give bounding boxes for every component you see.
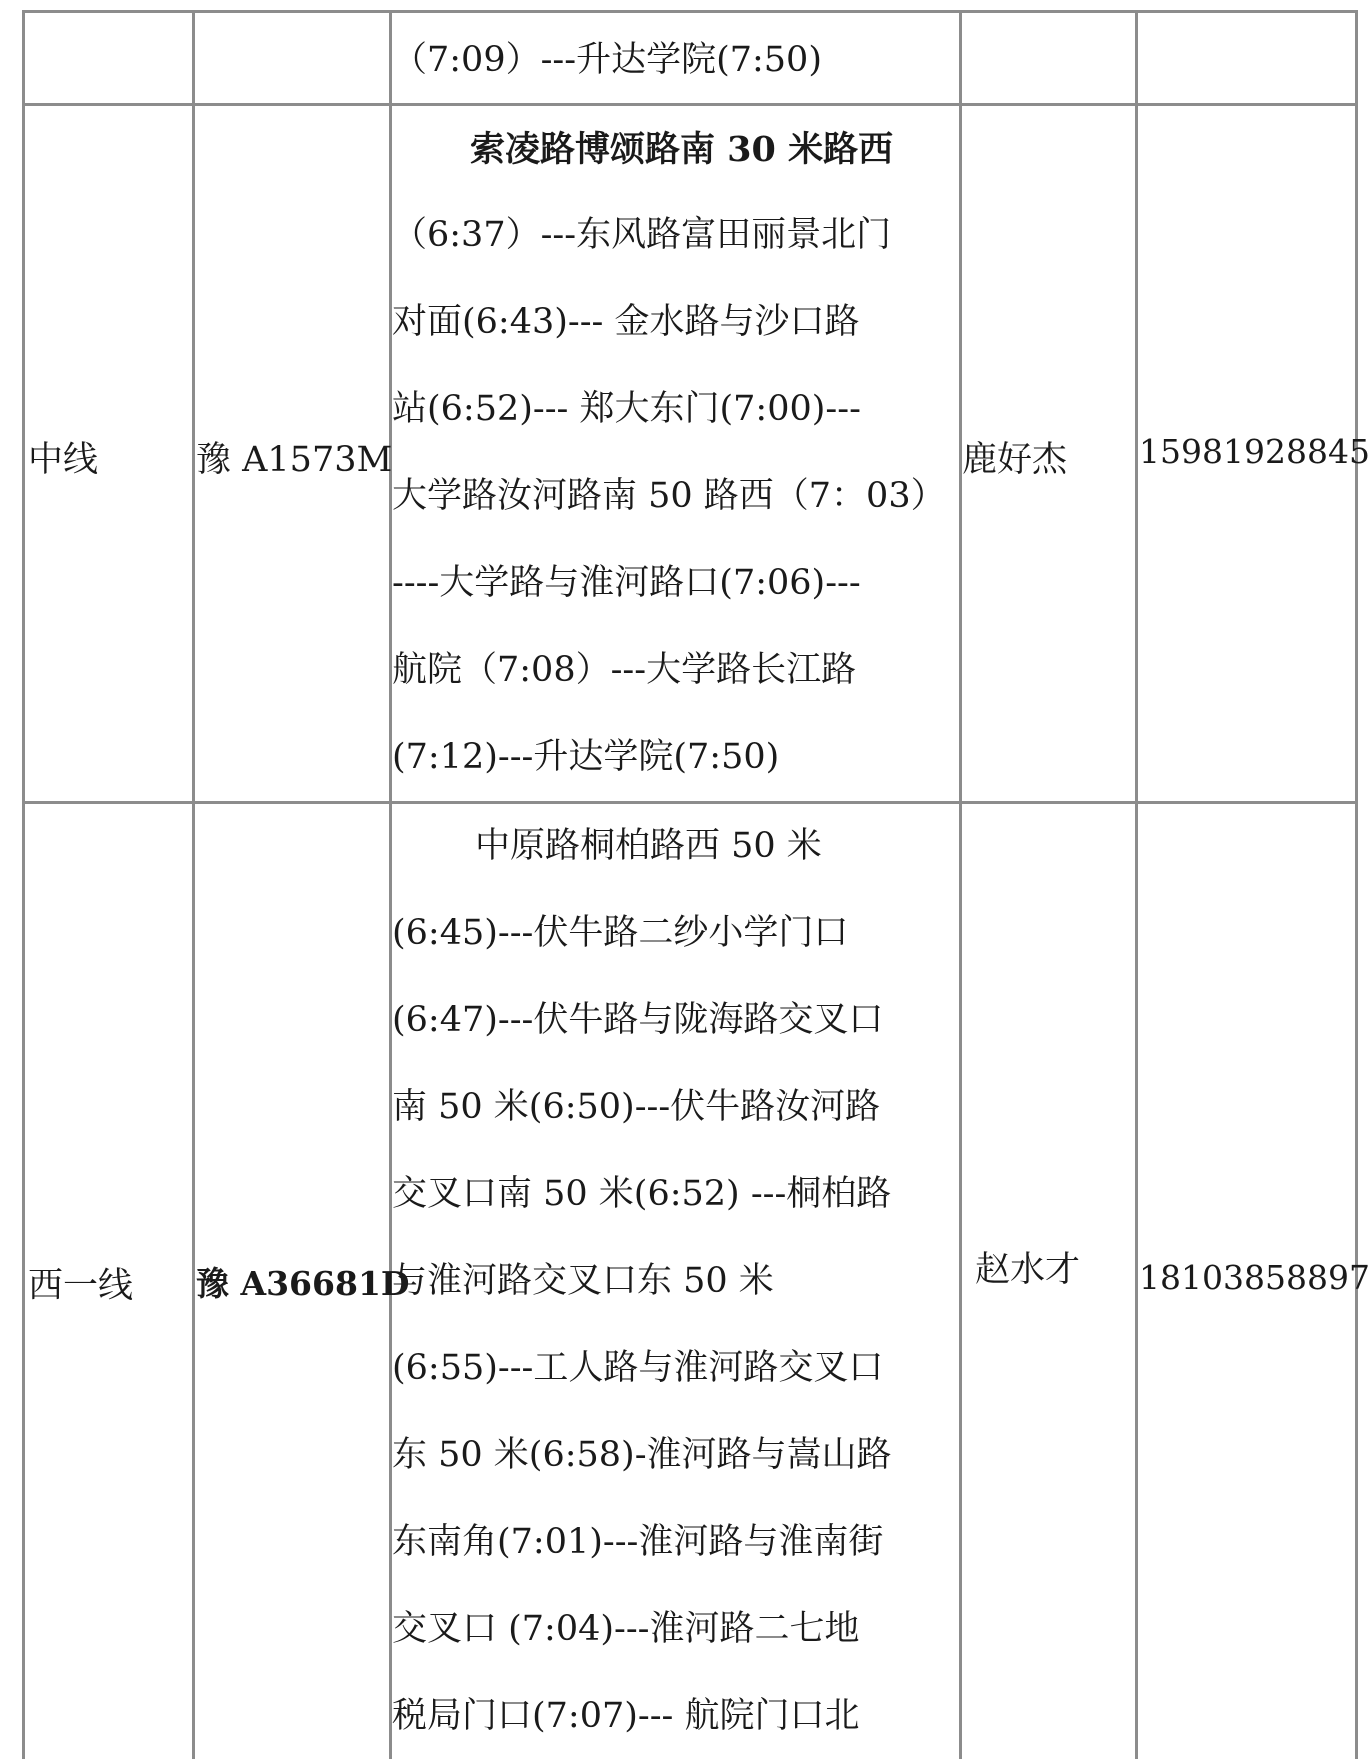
table-border-col4 (1135, 10, 1138, 1759)
route-line: 大学路汝河路南 50 路西（7：03） (392, 476, 946, 516)
route-line: 东 50 米(6:58)-淮河路与嵩山路 (392, 1435, 892, 1475)
route-line: （6:37）---东风路富田丽景北门 (392, 215, 892, 255)
route-line: (7:12)---升达学院(7:50) (392, 737, 780, 777)
route-line: 索凌路博颂路南 30 米路西 (470, 129, 894, 170)
route-line: 南 50 米(6:50)---伏牛路汝河路 (392, 1087, 881, 1127)
driver-phone: 18103858897 (1139, 1258, 1370, 1297)
row-divider-1 (22, 103, 1358, 106)
driver-name: 赵水才 (975, 1250, 1081, 1290)
route-line: 中原路桐柏路西 50 米 (475, 826, 822, 866)
table-border-right (1355, 10, 1358, 1759)
route-line: (6:55)---工人路与淮河路交叉口 (392, 1348, 884, 1388)
table-border-col1 (192, 10, 195, 1759)
route-line: 交叉口南 50 米(6:52) ---桐柏路 (392, 1174, 892, 1214)
line-name: 中线 (28, 440, 99, 480)
row-divider-2 (22, 801, 1358, 804)
route-line: 与淮河路交叉口东 50 米 (392, 1261, 774, 1301)
table-border-top (22, 10, 1358, 13)
route-line: (6:45)---伏牛路二纱小学门口 (392, 913, 849, 953)
route-line: 对面(6:43)--- 金水路与沙口路 (392, 302, 860, 342)
route-line: (6:47)---伏牛路与陇海路交叉口 (392, 1000, 884, 1040)
table-border-left (22, 10, 25, 1759)
table-border-col2 (389, 10, 392, 1759)
table-border-col3 (959, 10, 962, 1759)
vehicle-plate: 豫 A36681D (196, 1264, 410, 1303)
route-line: ----大学路与淮河路口(7:06)--- (392, 563, 861, 603)
route-line: 税局门口(7:07)--- 航院门口北 (392, 1696, 860, 1736)
driver-name: 鹿好杰 (962, 440, 1068, 480)
route-line: 东南角(7:01)---淮河路与淮南街 (392, 1522, 884, 1562)
driver-phone: 15981928845 (1139, 432, 1370, 471)
route-line: 航院（7:08）---大学路长江路 (392, 650, 857, 690)
route-line: （7:09）---升达学院(7:50) (392, 40, 822, 80)
route-line: 交叉口 (7:04)---淮河路二七地 (392, 1609, 860, 1649)
vehicle-plate: 豫 A1573M (196, 440, 393, 480)
route-line: 站(6:52)--- 郑大东门(7:00)--- (392, 389, 861, 429)
line-name: 西一线 (28, 1266, 134, 1306)
